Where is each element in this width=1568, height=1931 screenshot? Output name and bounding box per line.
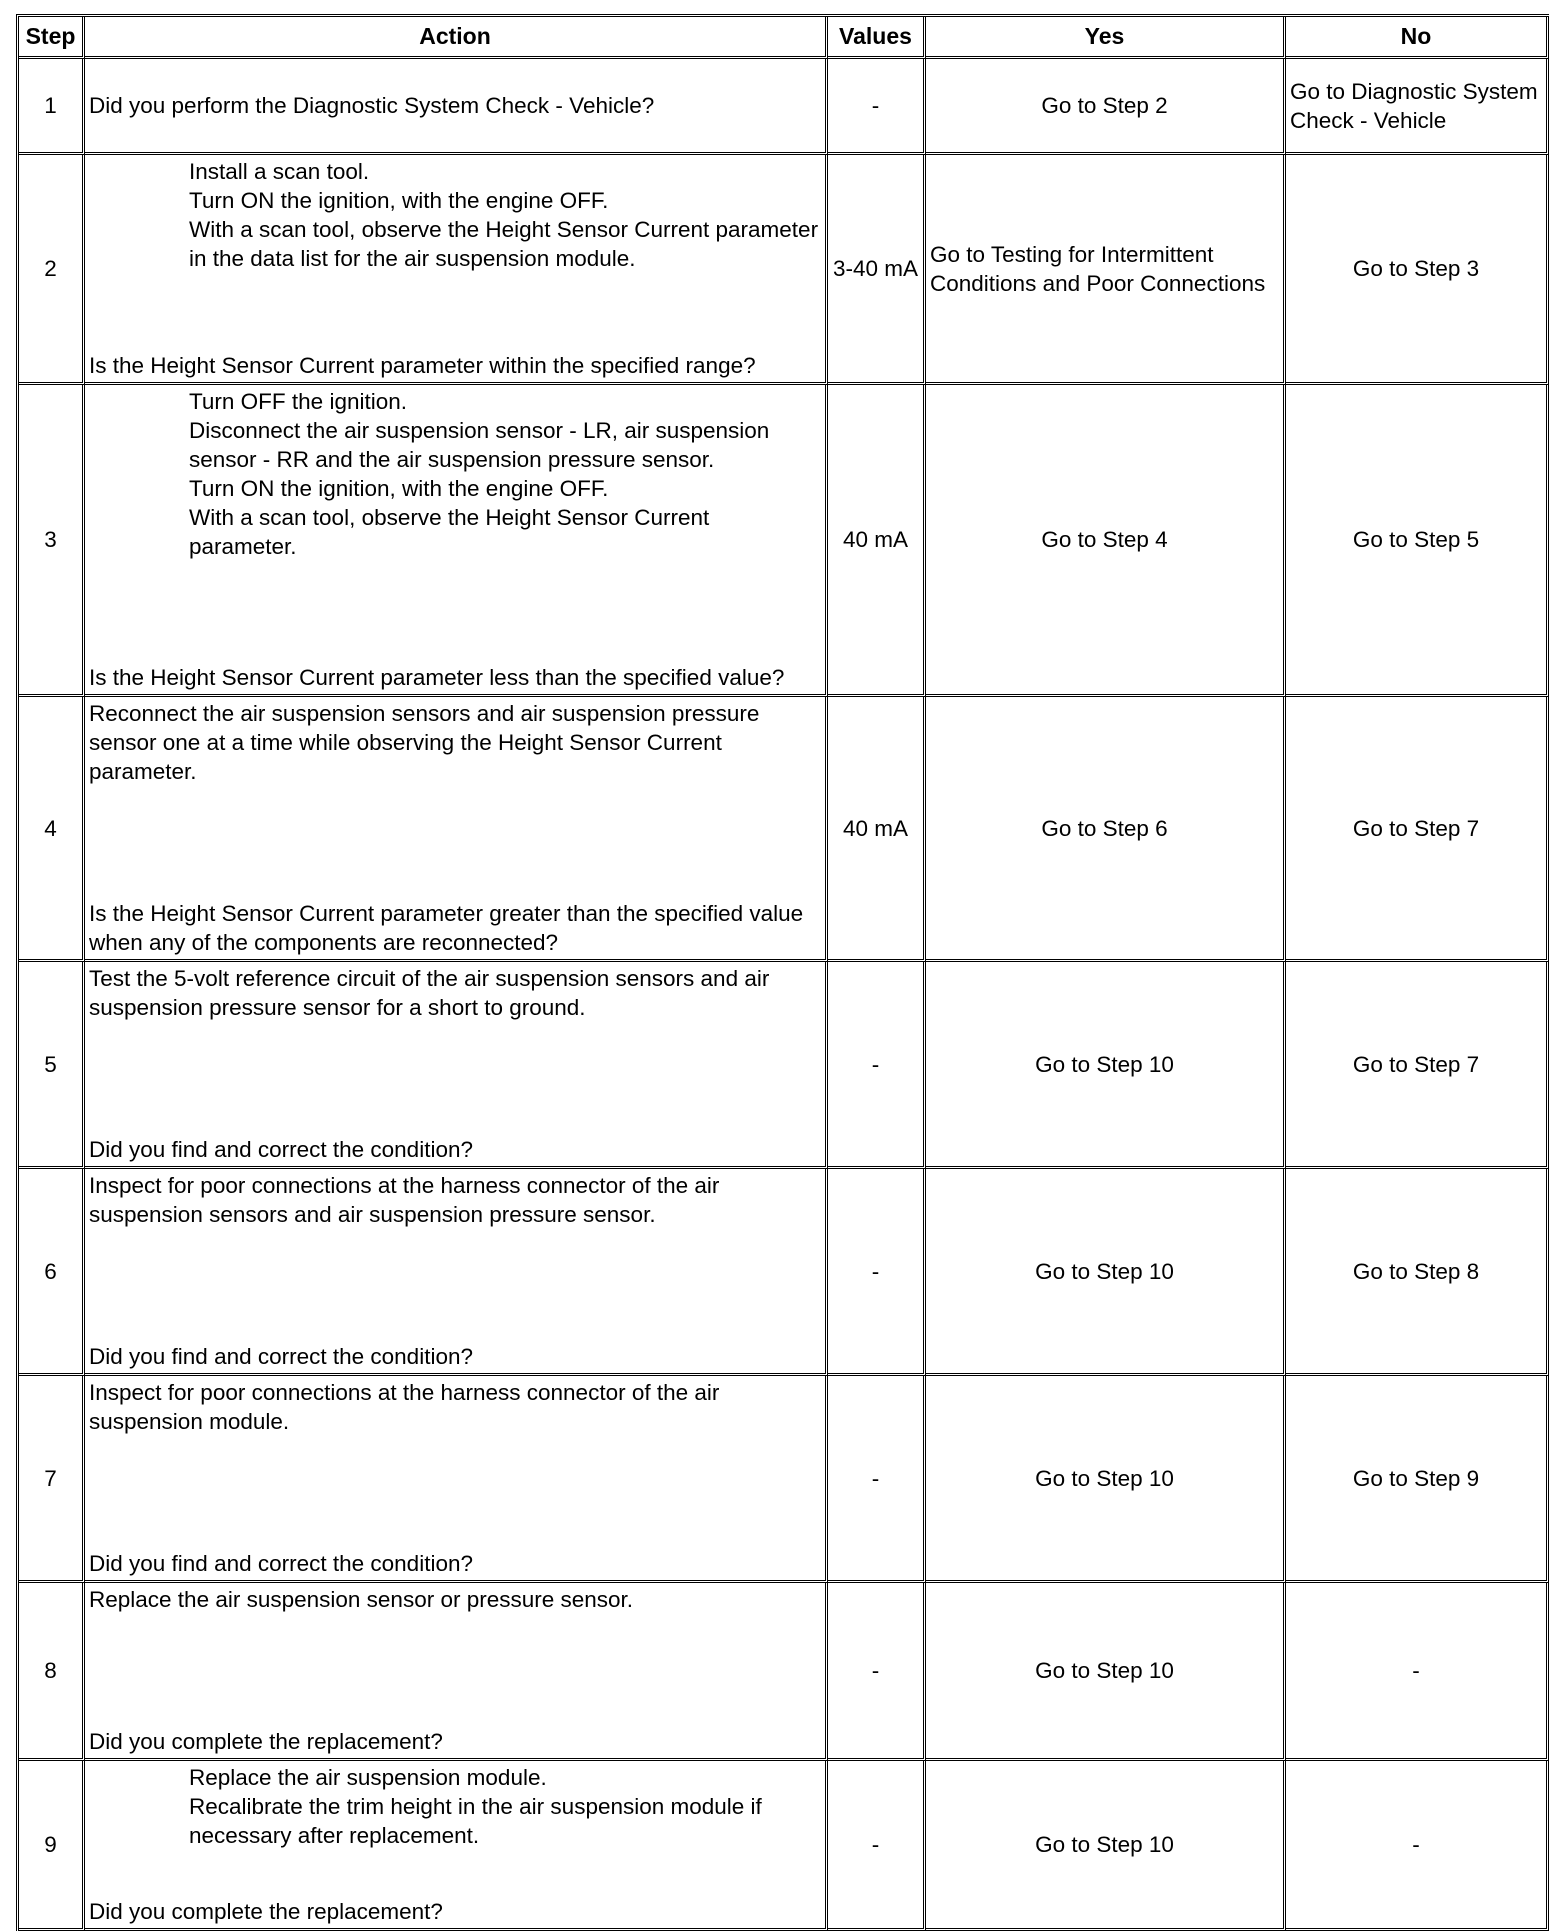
yes-cell: Go to Step 10 [926, 1761, 1286, 1931]
no-cell: Go to Step 3 [1286, 155, 1549, 385]
table-row [19, 962, 1549, 1169]
step-number: 2 [19, 155, 85, 385]
action-text: Replace the air suspension sensor or pressure sensor. [89, 1587, 634, 1612]
instruction-list [89, 1763, 821, 1850]
table-row [19, 1583, 1549, 1761]
step-number: 7 [19, 1376, 85, 1583]
header-step: Step [19, 17, 85, 59]
action-cell [85, 962, 828, 1169]
step-number: 8 [19, 1583, 85, 1761]
action-cell [85, 1376, 828, 1583]
table-row [19, 155, 1549, 385]
question-text: Did you find and correct the condition? [89, 1137, 473, 1162]
diagnostic-table [16, 14, 1549, 1931]
action-text: Inspect for poor connections at the harness connector of the air suspension module. [89, 1380, 720, 1434]
action-text: Reconnect the air suspension sensors and air suspension pressure sensor one at a time while observing the Height Sensor Current parameter. [89, 701, 760, 784]
step-number: 9 [19, 1761, 85, 1931]
header-action: Action [85, 17, 828, 59]
table-row [19, 59, 1549, 155]
header-no: No [1286, 17, 1549, 59]
table-row [19, 1169, 1549, 1376]
value-cell: - [828, 1169, 926, 1376]
no-cell: - [1286, 1583, 1549, 1761]
action-cell [85, 1169, 828, 1376]
instruction-item: With a scan tool, observe the Height Sensor Current parameter. [189, 505, 710, 559]
instruction-item: Recalibrate the trim height in the air suspension module if necessary after replacement. [189, 1794, 762, 1848]
instruction-item: Turn OFF the ignition. [189, 389, 408, 414]
question-text: Is the Height Sensor Current parameter within the specified range? [89, 353, 756, 378]
instruction-item: Turn ON the ignition, with the engine OFF. [189, 188, 609, 213]
yes-cell: Go to Step 10 [926, 962, 1286, 1169]
step-number: 4 [19, 697, 85, 962]
instruction-item: Replace the air suspension module. [189, 1765, 547, 1790]
header-values: Values [828, 17, 926, 59]
action-cell [85, 155, 828, 385]
question-text: Did you complete the replacement? [89, 1729, 443, 1754]
no-cell: Go to Step 8 [1286, 1169, 1549, 1376]
value-cell: 3-40 mA [828, 155, 926, 385]
action-text: Did you perform the Diagnostic System Check - Vehicle? [89, 93, 655, 118]
question-text: Did you find and correct the condition? [89, 1551, 473, 1576]
value-cell: - [828, 1761, 926, 1931]
question-text: Is the Height Sensor Current parameter less than the specified value? [89, 665, 785, 690]
no-cell: Go to Diagnostic System Check - Vehicle [1286, 59, 1549, 155]
instruction-item: Turn ON the ignition, with the engine OFF. [189, 476, 609, 501]
step-number: 5 [19, 962, 85, 1169]
value-cell: - [828, 1376, 926, 1583]
value-cell: - [828, 1583, 926, 1761]
action-cell [85, 385, 828, 697]
step-number: 3 [19, 385, 85, 697]
step-number: 6 [19, 1169, 85, 1376]
header-row [19, 17, 1549, 59]
instruction-item: Install a scan tool. [189, 159, 370, 184]
action-text: Test the 5-volt reference circuit of the air suspension sensors and air suspension pressure sensor for a short to ground. [89, 966, 770, 1020]
instruction-list [89, 387, 821, 561]
table-row [19, 1376, 1549, 1583]
table-row [19, 697, 1549, 962]
value-cell: 40 mA [828, 697, 926, 962]
yes-cell: Go to Step 10 [926, 1376, 1286, 1583]
action-text: Inspect for poor connections at the harness connector of the air suspension sensors and air suspension pressure sensor. [89, 1173, 720, 1227]
action-cell [85, 59, 828, 155]
no-cell: Go to Step 9 [1286, 1376, 1549, 1583]
value-cell: 40 mA [828, 385, 926, 697]
no-cell: Go to Step 7 [1286, 697, 1549, 962]
yes-cell: Go to Step 10 [926, 1583, 1286, 1761]
no-cell: Go to Step 5 [1286, 385, 1549, 697]
action-cell [85, 697, 828, 962]
question-text: Did you find and correct the condition? [89, 1344, 473, 1369]
yes-cell: Go to Step 6 [926, 697, 1286, 962]
yes-cell: Go to Step 2 [926, 59, 1286, 155]
instruction-item: With a scan tool, observe the Height Sensor Current parameter in the data list for the air suspension module. [189, 217, 819, 271]
table-row [19, 385, 1549, 697]
header-yes: Yes [926, 17, 1286, 59]
table-row [19, 1761, 1549, 1931]
instruction-item: Disconnect the air suspension sensor - LR, air suspension sensor - RR and the air suspension pressure sensor. [189, 418, 770, 472]
yes-cell: Go to Step 4 [926, 385, 1286, 697]
no-cell: - [1286, 1761, 1549, 1931]
yes-cell: Go to Testing for Intermittent Conditions and Poor Connections [926, 155, 1286, 385]
yes-cell: Go to Step 10 [926, 1169, 1286, 1376]
question-text: Did you complete the replacement? [89, 1899, 443, 1924]
action-cell [85, 1583, 828, 1761]
step-number: 1 [19, 59, 85, 155]
no-cell: Go to Step 7 [1286, 962, 1549, 1169]
value-cell: - [828, 59, 926, 155]
value-cell: - [828, 962, 926, 1169]
question-text: Is the Height Sensor Current parameter greater than the specified value when any of the components are reconnected? [89, 901, 804, 955]
action-cell [85, 1761, 828, 1931]
instruction-list [89, 157, 821, 273]
